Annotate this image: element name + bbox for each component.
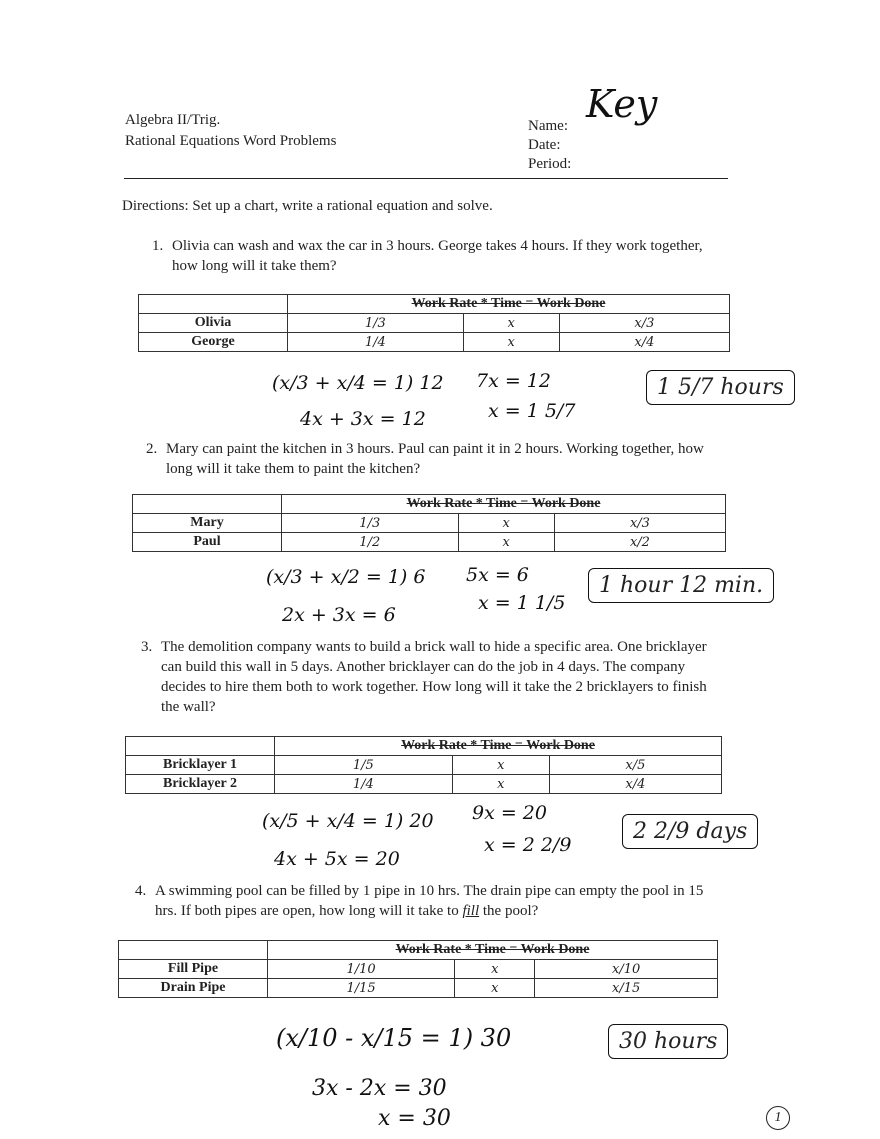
done-cell: x/10 [535,960,718,979]
row-label: Mary [133,514,282,533]
problem-text [155,881,715,921]
time-cell: x [452,756,549,775]
table-header: Work Rate * Time = Work Done [411,296,606,311]
problem-text: Olivia can wash and wax the car in 3 hours. George takes 4 hours. If they work together, how long will it take them? [172,238,703,274]
answer-box: 1 5/7 hours [646,370,795,405]
work-line: x = 1 5/7 [488,400,576,422]
rate-cell: 1/4 [275,775,453,794]
work-line: 5x = 6 [466,564,529,586]
done-cell: x/4 [549,775,721,794]
row-label: Bricklayer 2 [126,775,275,794]
problem-text-emphasis: fill [462,903,480,919]
problem-number: 4. [135,883,147,899]
work-line: (x/5 + x/4 = 1) 20 [262,810,434,832]
answer-box: 1 hour 12 min. [588,568,774,603]
row-label: Drain Pipe [119,979,268,998]
row-label: Paul [133,533,282,552]
table-header: Work Rate * Time = Work Done [401,738,595,753]
row-label: Bricklayer 1 [126,756,275,775]
time-cell: x [463,333,559,352]
rate-cell: 1/10 [268,960,455,979]
done-cell: x/3 [559,314,729,333]
page-number: 1 [766,1106,790,1130]
done-cell: x/5 [549,756,721,775]
date-label: Date: [528,137,561,153]
table-header: Work Rate * Time = Work Done [406,496,601,511]
problem-text: The demolition company wants to build a brick wall to hide a specific area. One bricklayer can build this wall in 5 days. Another bricklayer can do the job in 4 days. The company decides to hire them both to work together. How long will it take the 2 bricklayers to finish the wall? [161,639,707,715]
rate-cell: 1/4 [288,333,464,352]
work-line: x = 1 1/5 [478,592,566,614]
work-line: 3x - 2x = 30 [312,1076,447,1101]
worksheet-title: Rational Equations Word Problems [125,133,337,149]
name-value: Key [586,82,658,126]
rate-cell: 1/15 [268,979,455,998]
time-cell: x [455,960,535,979]
name-label: Name: [528,118,568,134]
problem-number: 3. [141,639,153,655]
work-line: (x/3 + x/4 = 1) 12 [272,372,444,394]
row-label: Fill Pipe [119,960,268,979]
work-line: 9x = 20 [472,802,547,824]
time-cell: x [458,514,554,533]
rate-cell: 1/3 [288,314,464,333]
time-cell: x [458,533,554,552]
problem-number: 2. [146,441,158,457]
work-table-2 [132,494,726,552]
work-line: x = 30 [378,1106,451,1131]
row-label: George [139,333,288,352]
time-cell: x [452,775,549,794]
work-line: (x/10 - x/15 = 1) 30 [276,1024,512,1052]
time-cell: x [455,979,535,998]
done-cell: x/15 [535,979,718,998]
work-table-1 [138,294,730,352]
work-table-3 [125,736,722,794]
time-cell: x [463,314,559,333]
rate-cell: 1/3 [282,514,459,533]
problem-number: 1. [152,238,164,254]
table-header: Work Rate * Time = Work Done [395,942,590,957]
work-line: 4x + 3x = 12 [300,408,426,430]
work-line: 7x = 12 [476,370,551,392]
done-cell: x/2 [554,533,725,552]
work-table-4 [118,940,718,998]
rate-cell: 1/5 [275,756,453,775]
answer-box: 2 2/9 days [622,814,758,849]
work-line: 4x + 5x = 20 [274,848,400,870]
row-label: Olivia [139,314,288,333]
problem-text-part: the pool? [479,903,539,919]
period-label: Period: [528,156,572,172]
directions: Directions: Set up a chart, write a rational equation and solve. [122,198,493,214]
course-label: Algebra II/Trig. [125,112,221,128]
rate-cell: 1/2 [282,533,459,552]
problem-text: Mary can paint the kitchen in 3 hours. Paul can paint it in 2 hours. Working together, how long will it take them to paint the kitchen? [166,441,704,477]
work-line: (x/3 + x/2 = 1) 6 [266,566,426,588]
done-cell: x/3 [554,514,725,533]
work-line: x = 2 2/9 [484,834,572,856]
problem-text-part: A swimming pool can be filled by 1 pipe in 10 hrs. The drain pipe can empty the pool in 15 hrs. If both pipes are open, how long will it take to [155,883,704,919]
done-cell: x/4 [559,333,729,352]
header-divider [124,178,728,179]
answer-box: 30 hours [608,1024,728,1059]
work-line: 2x + 3x = 6 [282,604,396,626]
